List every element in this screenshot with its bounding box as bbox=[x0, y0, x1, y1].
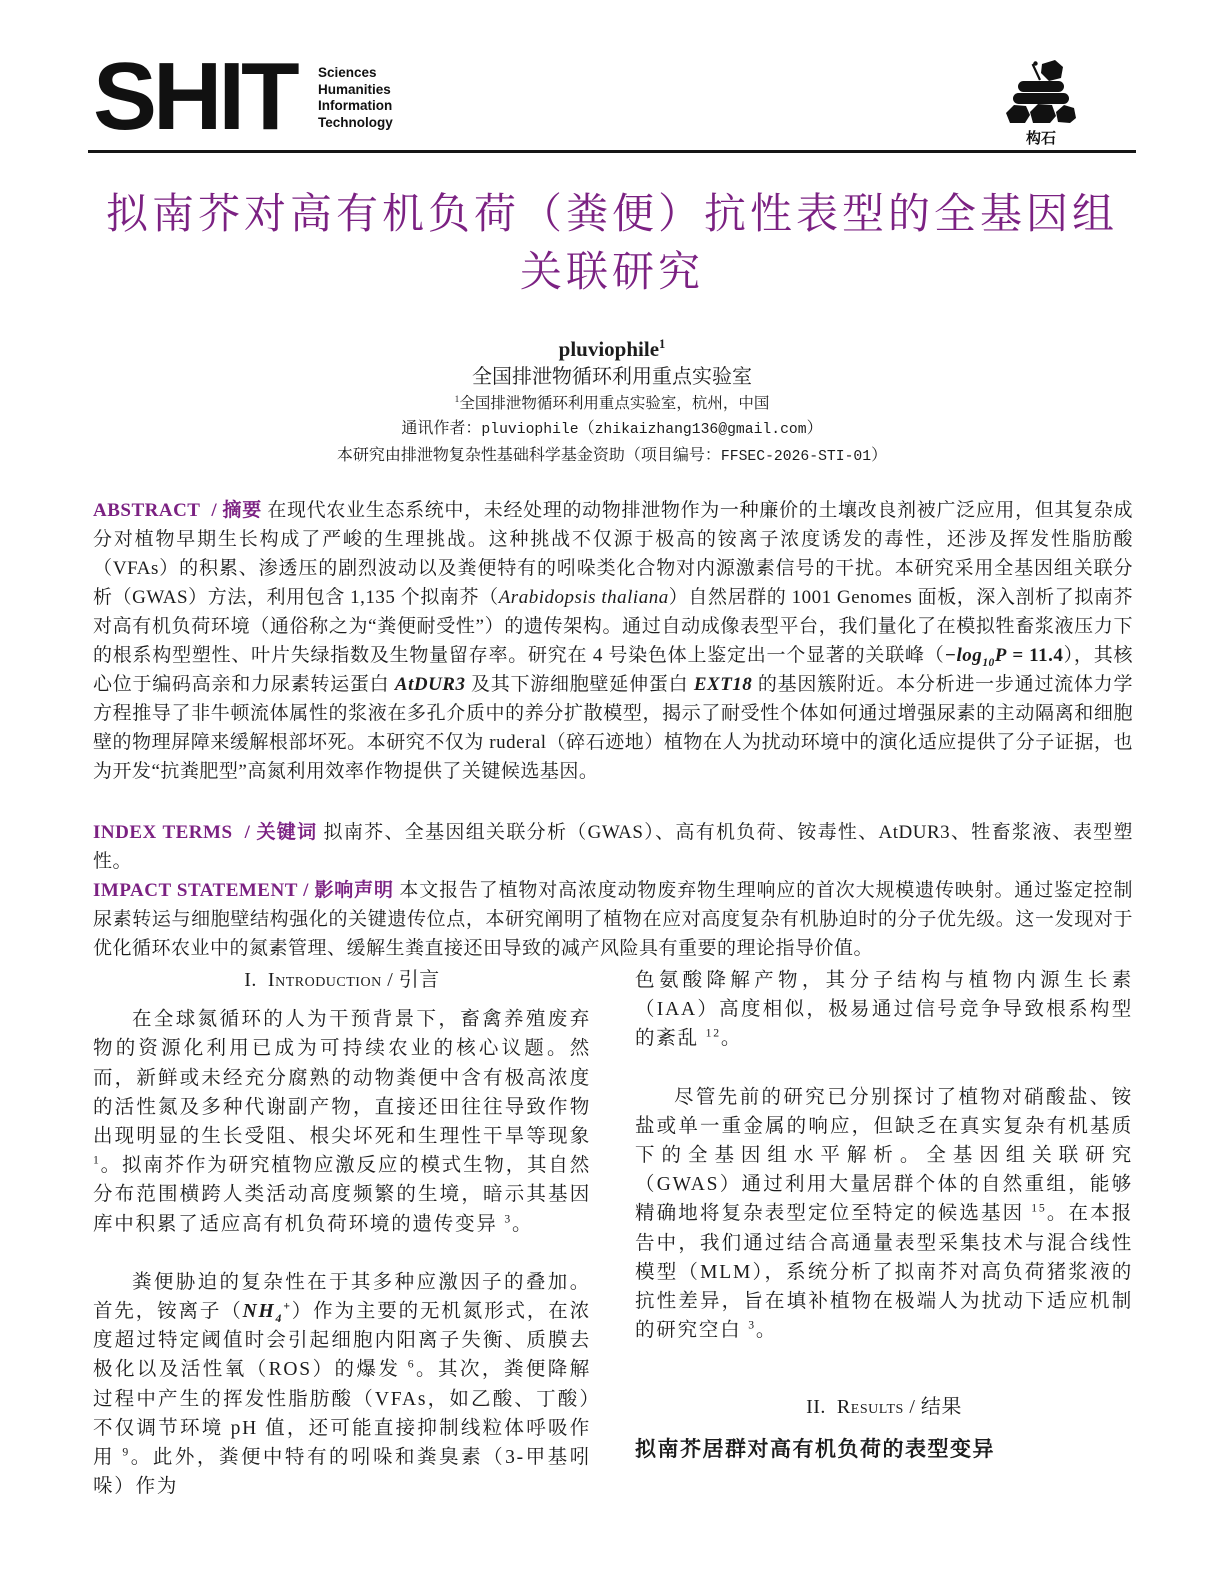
body-columns bbox=[93, 966, 1133, 1530]
affiliation-footnote: $^1$全国排泄物循环利用重点实验室，杭州，中国 bbox=[454, 394, 770, 412]
left-column bbox=[93, 966, 591, 1530]
paper-title: 拟南芥对高有机负荷（粪便）抗性表型的全基因组关联研究 bbox=[105, 192, 1118, 296]
front-matter bbox=[93, 496, 1133, 963]
stone-pile-poop-icon bbox=[998, 55, 1084, 127]
stone-badge bbox=[998, 55, 1084, 148]
funding-note: 本研究由排泄物复杂性基础科学基金资助（项目编号：FFSEC-2026-STI-01） bbox=[336, 447, 888, 465]
index-terms-paragraph: INDEX TERMS / 关键词 拟南芥、全基因组关联分析（GWAS）、高有机负荷、铵毒性、AtDUR3、牲畜浆液、表型塑性。 bbox=[93, 822, 1133, 872]
author-name: pluviophile$^1$ bbox=[558, 337, 666, 361]
masthead bbox=[93, 43, 1136, 150]
right-column bbox=[635, 966, 1133, 1530]
logo-subtext-line: Technology bbox=[318, 114, 393, 130]
intro-paragraph-1: 在全球氮循环的人为干预背景下，畜禽养殖废弃物的资源化利用已成为可持续农业的核心议题。然而，新鲜或未经充分腐熟的动物粪便中含有极高浓度的活性氮及多种代谢副产物，直接还田往往导致作物出现明显的生长受阻、根尖坏死和生理性干旱等现象 $^1$。拟南芥作为研究植物应激反应的模式生物，其自然分布范围横跨人类活动高度频繁的生境，暗示其基因库中积累了适应高有机负荷环境的遗传变异 $^3$。 bbox=[93, 1009, 591, 1235]
header-rule bbox=[88, 150, 1136, 153]
author-block bbox=[0, 336, 1224, 470]
logo-subtext-line: Sciences bbox=[318, 65, 377, 80]
author-affiliation: 全国排泄物循环利用重点实验室 bbox=[472, 366, 752, 388]
results-section-heading: II. Results / 结果 bbox=[806, 1396, 962, 1419]
intro-section-heading: I. Introduction / 引言 bbox=[244, 969, 440, 991]
journal-logo-subtext bbox=[318, 65, 393, 131]
badge-label: 构石 bbox=[1025, 130, 1056, 147]
abstract-paragraph: ABSTRACT / 摘要 在现代农业生态系统中，未经处理的动物排泄物作为一种廉价的土壤改良剂被广泛应用，但其复杂成分对植物早期生长构成了严峻的生理挑战。这种挑战不仅源于极高的铵离子浓度诱发的毒性，还涉及挥发性脂肪酸（VFAs）的积累、渗透压的剧烈波动以及粪便特有的吲哚类化合物对内源激素信号的干扰。本研究采用全基因组关联分析（GWAS）方法，利用包含 1,135 个拟南芥（Arabidopsis thaliana）自然居群的 1001 Genomes 面板，深入剖析了拟南芥对高有机负荷环境（通俗称之为“粪便耐受性”）的遗传架构。通过自动成像表型平台，我们量化了在模拟牲畜浆液压力下的根系构型塑性、叶片失绿指数及生物量留存率。研究在 4 号染色体上鉴定出一个显著的关联峰$(-\log_{10}P = 11.4)$，其核心位于编码高亲和力尿素转运蛋白 AtDUR3 及其下游细胞壁延伸蛋白 EXT18 的基因簇附近。本分析进一步通过流体力学方程推导了非牛顿流体属性的浆液在多孔介质中的养分扩散模型，揭示了耐受性个体如何通过增强尿素的主动隔离和细胞壁的物理屏障来缓解根部坏死。本研究不仅为 ruderal（碎石迹地）植物在人为扰动环境中的演化适应提供了分子证据，也为开发“抗粪肥型”高氮利用效率作物提供了关键候选基因。 bbox=[93, 500, 1134, 782]
right-column-paragraph-2: 尽管先前的研究已分别探讨了植物对硝酸盐、铵盐或单一重金属的响应，但缺乏在真实复杂有机基质下的全基因组水平解析。全基因组关联研究（GWAS）通过利用大量居群个体的自然重组，能够精确地将复杂表型定位至特定的候选基因 $^{15}$。在本报告中，我们通过结合高通量表型采集技术与混合线性模型（MLM），系统分析了拟南芥对高负荷猪浆液的抗性差异，旨在填补植物在极端人为扰动下适应机制的研究空白 $^3$。 bbox=[635, 1086, 1134, 1342]
logo-subtext-line: Humanities bbox=[318, 81, 391, 97]
right-column-paragraph-1: 色氨酸降解产物，其分子结构与植物内源生长素（IAA）高度相似，极易通过信号竞争导致根系构型的紊乱 $^{12}$。 bbox=[635, 970, 1133, 1050]
intro-paragraph-2: 粪便胁迫的复杂性在于其多种应激因子的叠加。首先，铵离子$(NH_4^+)$作为主要的无机氮形式，在浓度超过特定阈值时会引起细胞内阳离子失衡、质膜去极化以及活性氧（ROS）的爆发 $^6$。其次，粪便降解过程中产生的挥发性脂肪酸（VFAs，如乙酸、丁酸）不仅调节环境 pH 值，还可能直接抑制线粒体呼吸作用 $^9$。此外，粪便中特有的吲哚和粪臭素（3-甲基吲哚）作为 bbox=[93, 1271, 592, 1498]
logo-subtext-line: Information bbox=[318, 98, 393, 113]
impact-statement-paragraph: IMPACT STATEMENT / 影响声明 本文报告了植物对高浓度动物废弃物生理响应的首次大规模遗传映射。通过鉴定控制尿素转运与细胞壁结构强化的关键遗传位点，本研究阐明了植物在应对高度复杂有机胁迫时的分子优先级。这一发现对于优化循环农业中的氮素管理、缓解生粪直接还田导致的减产风险具有重要的理论指导价值。 bbox=[93, 880, 1133, 959]
results-subsection-heading: 拟南芥居群对高有机负荷的表型变异 bbox=[635, 1437, 995, 1461]
journal-logo: SHIT bbox=[93, 43, 296, 150]
corresponding-author-line: 通讯作者：pluviophile（zhikaizhang136@gmail.com） bbox=[401, 420, 823, 438]
